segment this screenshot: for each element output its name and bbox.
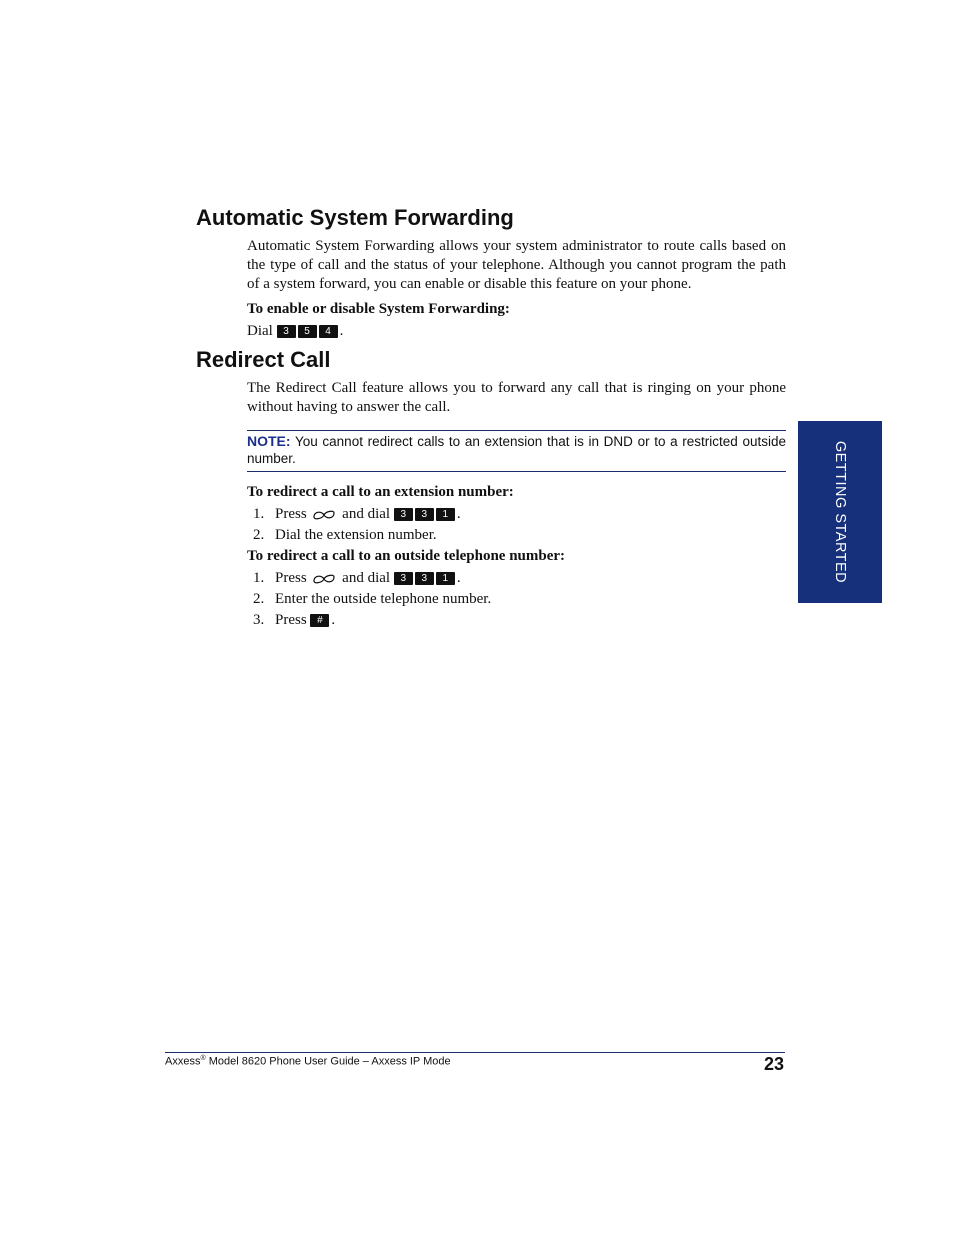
key-3: 3 (415, 508, 434, 521)
step-number: 2. (253, 591, 265, 607)
step-number: 1. (253, 506, 265, 522)
section-body: The Redirect Call feature allows you to forward any call that is ringing on your phone without having to answer the call. (247, 380, 786, 415)
step-text: and dial (342, 506, 391, 522)
side-tab-getting-started (798, 421, 882, 603)
procedure-title: To redirect a call to an outside telephone number: (247, 548, 566, 564)
procedure-title: To redirect a call to an extension number: (247, 484, 514, 500)
footer-rule (165, 1052, 785, 1053)
key-3: 3 (394, 508, 413, 521)
step-item (247, 526, 437, 545)
key-1: 1 (436, 508, 455, 521)
step-number: 2. (253, 527, 265, 543)
dial-suffix: . (339, 323, 344, 339)
step-item (247, 505, 461, 524)
footer-doc-title: Model 8620 Phone User Guide – Axxess IP Mode (208, 1055, 451, 1068)
dial-prefix: Dial (247, 323, 273, 339)
side-tab-label: GETTING STARTED (832, 440, 848, 584)
key-3: 3 (415, 572, 434, 585)
procedure-title: To enable or disable System Forwarding: (247, 301, 510, 317)
section-body: Automatic System Forwarding allows your system administrator to route calls based on the type of call and the status of your telephone. Although you cannot program the path of a system forward, you can enable or disable this feature on your phone. (247, 238, 786, 292)
page-number: 23 (763, 1054, 784, 1074)
step-text: Press (275, 506, 307, 522)
registered-mark: ® (200, 1055, 206, 1062)
step-end: . (331, 612, 336, 628)
key-1: 1 (436, 572, 455, 585)
step-text: and dial (342, 570, 391, 586)
key-3: 3 (277, 325, 296, 338)
step-text: Enter the outside telephone number. (275, 591, 492, 607)
step-end: . (456, 506, 461, 522)
step-end: . (456, 570, 461, 586)
key-pound: # (310, 614, 329, 627)
step-number: 1. (253, 570, 265, 586)
step-text: Dial the extension number. (275, 527, 437, 543)
step-item (247, 611, 335, 630)
step-number: 3. (253, 612, 265, 628)
section-title-redirect-call: Redirect Call (196, 347, 331, 372)
footer-brand: Axxess (165, 1055, 201, 1068)
step-item (247, 569, 461, 588)
note-text: You cannot redirect calls to an extension that is in DND or to a restricted outside number. (247, 434, 786, 466)
step-item (247, 590, 491, 609)
step-text: Press (275, 570, 307, 586)
key-5: 5 (298, 325, 317, 338)
key-4: 4 (319, 325, 338, 338)
section-title-automatic-system-forwarding: Automatic System Forwarding (196, 205, 514, 230)
handset-icon (312, 573, 336, 585)
key-3: 3 (394, 572, 413, 585)
step-text: Press (275, 612, 307, 628)
dial-instruction (247, 322, 343, 341)
note-box (247, 430, 786, 472)
handset-icon (312, 509, 336, 521)
footer-title (165, 1055, 451, 1068)
note-label: NOTE: (247, 433, 291, 449)
